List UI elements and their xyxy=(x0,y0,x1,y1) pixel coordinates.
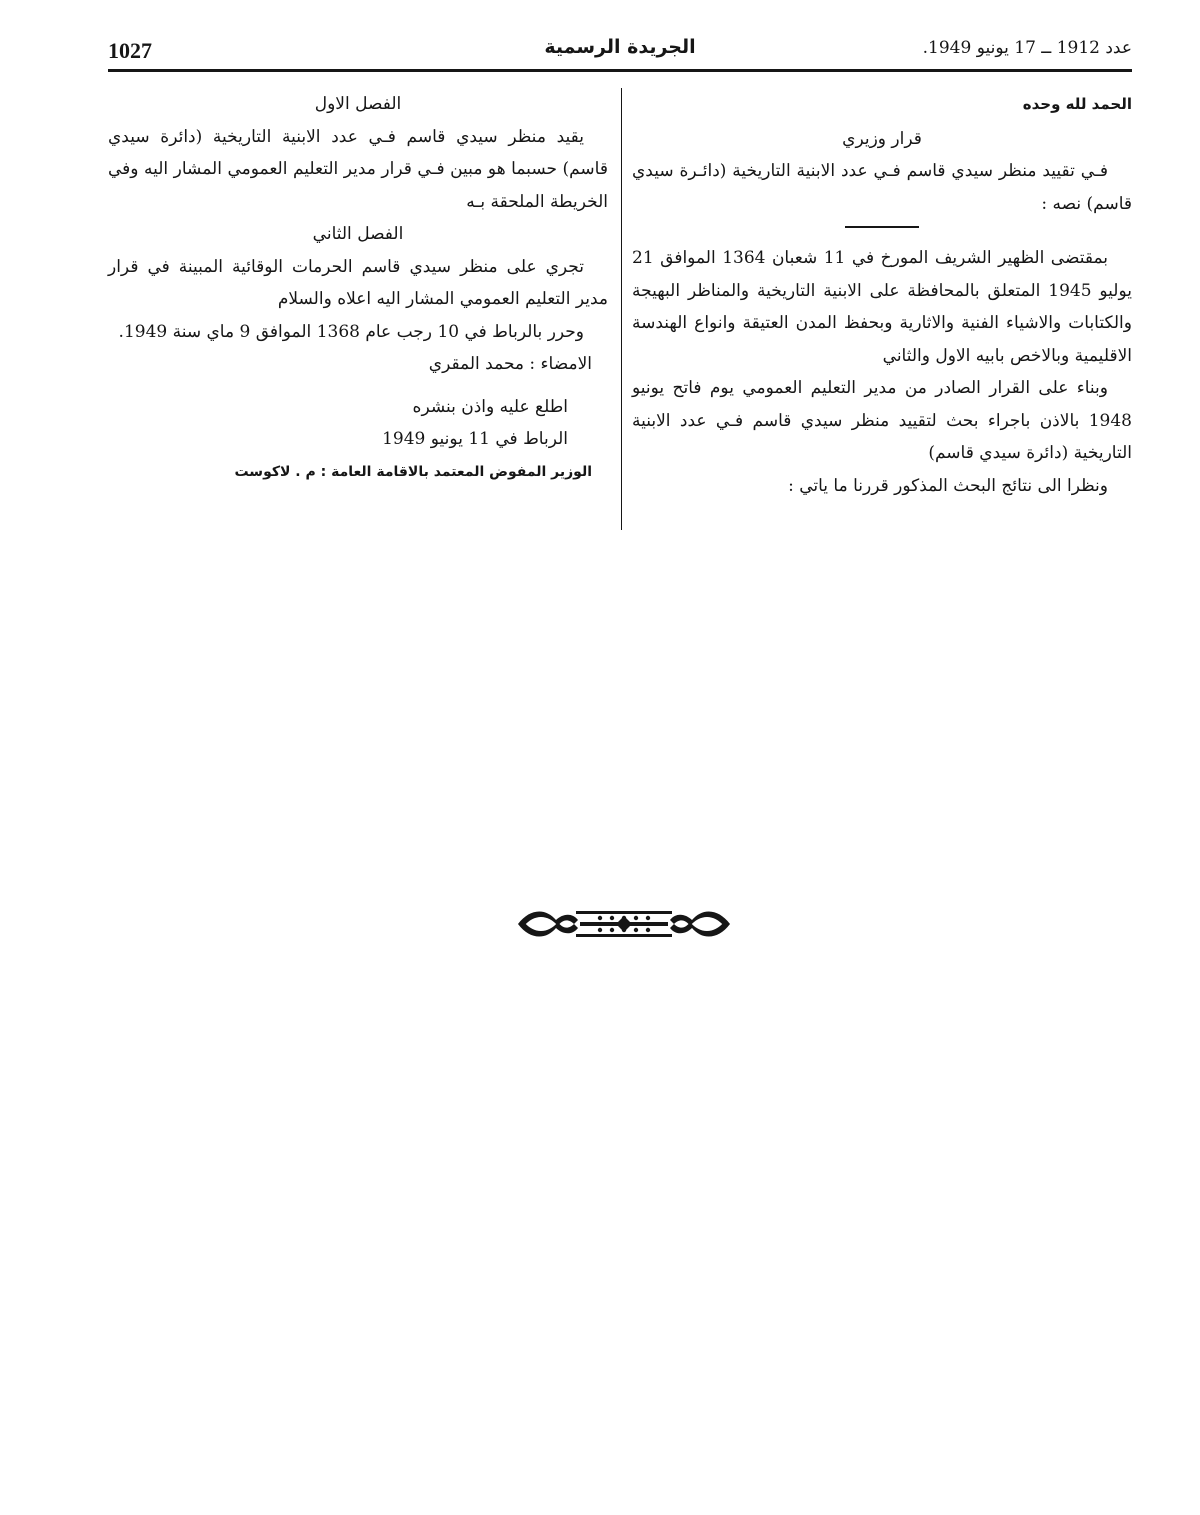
decorative-ornament-icon xyxy=(516,900,732,948)
done-at-line: وحرر بالرباط في 10 رجب عام 1368 الموافق 9 ماي سنة 1949. xyxy=(118,321,584,342)
approval-line: اطلع عليه واذن بنشره xyxy=(412,396,568,417)
left-column xyxy=(108,88,608,488)
header-rule xyxy=(108,69,1132,72)
signature-line: الامضاء : محمد المقري xyxy=(428,354,592,374)
approval-date: الرباط في 11 يونيو 1949 xyxy=(382,429,568,449)
right-column xyxy=(632,88,1132,502)
article-2-title: الفصل الثاني xyxy=(312,224,404,244)
preamble-paragraph-2: وبناء على القرار الصادر من مدير التعليم العمومي يوم فاتح يونيو 1948 بالاذن باجراء بحث لتقييد منظر سيدي قاسم فـي عدد الابنية التاريخية (دائرة سيدي قاسم) xyxy=(632,378,1132,463)
preamble-paragraph-3: ونظرا الى نتائج البحث المذكور قررنا ما ياتي : xyxy=(788,475,1108,496)
preamble-paragraph-1: بمقتضى الظهير الشريف المورخ في 11 شعبان 1364 الموافق 21 يوليو 1945 المتعلق بالمحافظة على الابنية التاريخية والمناظر البهيجة والكتابات والاشياء الفنية والاثارية وبحفظ المدن العتيقة وانواع الهندسة الاقليمية وبالاخص بابيه الاول والثاني xyxy=(632,248,1132,366)
page-number: 1027 xyxy=(108,38,152,63)
praise-line: الحمد لله وحده xyxy=(1022,95,1132,113)
article-1-title: الفصل الاول xyxy=(314,94,402,114)
minister-signature: الوزير المفوض المعتمد بالاقامة العامة : م . لاكوست xyxy=(234,463,592,480)
issue-info: عدد 1912 ــ 17 يونيو 1949. xyxy=(922,38,1132,58)
decree-title: قرار وزيري xyxy=(842,128,922,149)
article-1-text: يقيد منظر سيدي قاسم فـي عدد الابنية التاريخية (دائرة سيدي قاسم) حسبما هو مبين فـي قرار مدير التعليم العمومي المشار اليه وفي الخريطة الملحقة بـه xyxy=(108,126,608,212)
section-rule xyxy=(845,226,919,228)
page-header xyxy=(108,36,1132,72)
column-divider xyxy=(621,88,622,530)
decree-subject: فـي تقييد منظر سيدي قاسم فـي عدد الابنية التاريخية (دائـرة سيدي قاسم) نصه : xyxy=(632,161,1132,214)
gazette-title: الجريدة الرسمية xyxy=(544,36,696,58)
article-2-text: تجري على منظر سيدي قاسم الحرمات الوقائية المبينة في قرار مدير التعليم العمومي المشار اليه اعلاه والسلام xyxy=(108,256,608,309)
